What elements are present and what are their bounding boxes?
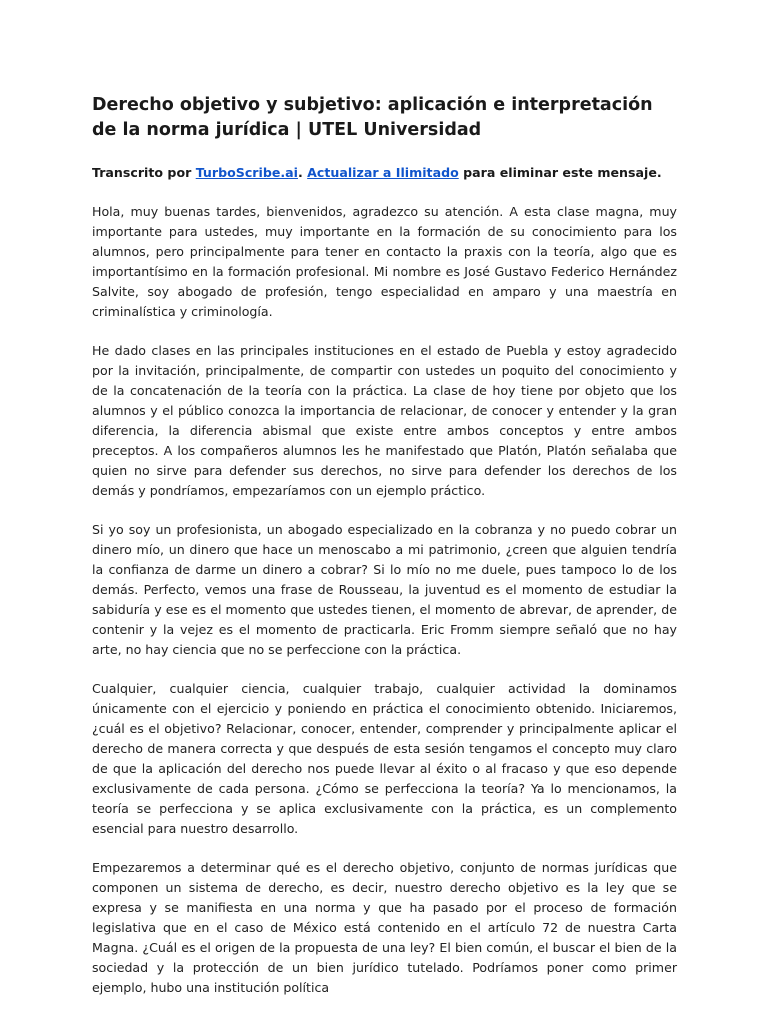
turboscribe-link[interactable]: TurboScribe.ai: [195, 165, 298, 180]
paragraph-1: Hola, muy buenas tardes, bienvenidos, agradezco su atención. A esta clase magna, muy importante para ustedes, muy importante en la formación de su conocimiento para los alumnos, pero principalmente para tener en contacto la praxis con la teoría, algo que es importantísimo en la formación profesional. Mi nombre es José Gustavo Federico Hernández Salvite, soy abogado de profesión, tengo especialidad en amparo y una maestría en criminalística y criminología.: [92, 204, 677, 319]
upgrade-unlimited-link[interactable]: Actualizar a Ilimitado: [307, 165, 459, 180]
document-title: Derecho objetivo y subjetivo: aplicación e interpretación de la norma jurídica | UTEL Universidad: [92, 95, 653, 140]
paragraph-5: Empezaremos a determinar qué es el derecho objetivo, conjunto de normas jurídicas que componen un sistema de derecho, es decir, nuestro derecho objetivo es la ley que se expresa y se manifiesta en una norma y que ha pasado por el proceso de formación legislativa que en el caso de México está contenido en el artículo 72 de nuestra Carta Magna. ¿Cuál es el origen de la propuesta de una ley? El bien común, el buscar el bien de la sociedad y la protección de un bien jurídico tutelado. Podríamos poner como primer ejemplo, hubo una institución política: [92, 860, 677, 995]
transcription-notice: [92, 163, 677, 183]
document-page: [92, 93, 677, 1017]
paragraph-3: Si yo soy un profesionista, un abogado especializado en la cobranza y no puedo cobrar un dinero mío, un dinero que hace un menoscabo a mi patrimonio, ¿creen que alguien tendría la confianza de darme un dinero a cobrar? Si lo mío no me duele, pues tampoco lo de los demás. Perfecto, vemos una frase de Rousseau, la juventud es el momento de estudiar la sabiduría y ese es el momento que ustedes tienen, el momento de abrevar, de aprender, de contenir y la vejez es el momento de practicarla. Eric Fromm siempre señaló que no hay arte, no hay ciencia que no se perfeccione con la práctica.: [92, 522, 677, 657]
notice-suffix: para eliminar este mensaje.: [458, 165, 662, 180]
paragraph-2: He dado clases en las principales instituciones en el estado de Puebla y estoy agradecido por la invitación, principalmente, de compartir con ustedes un poquito del conocimiento y de la concatenación de la teoría con la práctica. La clase de hoy tiene por objeto que los alumnos y el público conozca la importancia de relacionar, de conocer y entender y la gran diferencia, la diferencia abismal que existe entre ambos conceptos y entre ambos preceptos. A los compañeros alumnos les he manifestado que Platón, Platón señalaba que quien no sirve para defender sus derechos, no sirve para defender los derechos de los demás y pondríamos, empezaríamos con un ejemplo práctico.: [92, 343, 677, 498]
notice-prefix: Transcrito por: [92, 165, 196, 180]
paragraph-4: Cualquier, cualquier ciencia, cualquier trabajo, cualquier actividad la dominamos únicamente con el ejercicio y poniendo en práctica el conocimiento obtenido. Iniciaremos, ¿cuál es el objetivo? Relacionar, conocer, entender, comprender y principalmente aplicar el derecho de manera correcta y que después de esta sesión tengamos el concepto muy claro de que la aplicación del derecho nos puede llevar al éxito o al fracaso y que eso depende exclusivamente de cada persona. ¿Cómo se perfecciona la teoría? Ya lo mencionamos, la teoría se perfecciona y se aplica exclusivamente con la práctica, es un complemento esencial para nuestro desarrollo.: [92, 681, 677, 836]
notice-separator: .: [297, 165, 308, 180]
